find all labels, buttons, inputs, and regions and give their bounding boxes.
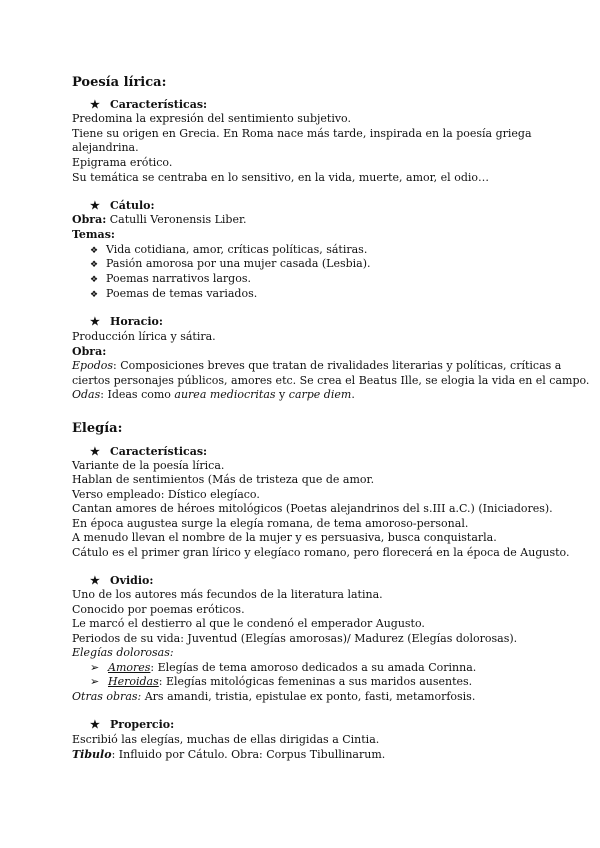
text-line: Predomina la expresión del sentimiento subjetivo.: [72, 112, 351, 125]
temas-label: Temas:: [72, 228, 115, 241]
odas-connector: y: [275, 388, 289, 401]
epodos-line: [72, 359, 561, 373]
diamond-bullet-icon: ❖: [90, 260, 99, 270]
tibulo-line: [72, 748, 385, 762]
aurea-mediocritas: aurea mediocritas: [174, 388, 276, 401]
list-item-text: : Elegías de tema amoroso dedicados a su amada Corinna.: [150, 661, 477, 674]
text-line: Producción lírica y sátira.: [72, 330, 216, 343]
list-item-text: Poemas de temas variados.: [106, 287, 258, 300]
list-item: [90, 287, 257, 302]
odas-end: .: [351, 388, 355, 401]
text-line: En época augustea surge la elegía romana, de tema amoroso-personal.: [72, 517, 469, 530]
text-line: Periodos de su vida: Juventud (Elegías amorosas)/ Madurez (Elegías dolorosas).: [72, 632, 518, 645]
section-title-poesia-lirica: Poesía lírica:: [72, 75, 167, 90]
text-line: alejandrina.: [72, 141, 139, 154]
heading-label: Propercio:: [110, 718, 175, 731]
text-line: Hablan de sentimientos (Más de tristeza que de amor.: [72, 473, 375, 486]
odas-line: [72, 388, 355, 402]
star-bullet-icon: ★: [90, 574, 100, 587]
heading-label: Horacio:: [110, 315, 163, 328]
obra-label: Obra:: [72, 213, 107, 226]
heading-label: Ovidio:: [110, 574, 154, 587]
list-item: [90, 243, 367, 258]
list-item-text: Vida cotidiana, amor, críticas políticas, sátiras.: [106, 243, 368, 256]
list-item-text: Poemas narrativos largos.: [106, 272, 251, 285]
heading-label: Cátulo:: [110, 199, 155, 212]
obra-text: Catulli Veronensis Liber.: [106, 213, 247, 226]
epodos-text: : Composiciones breves que tratan de rivalidades literarias y políticas, críticas a: [113, 359, 562, 372]
amores-label: Amores: [108, 661, 151, 674]
heroidas-label: Heroidas: [108, 675, 159, 688]
otras-obras-label: Otras obras:: [72, 690, 142, 703]
diamond-bullet-icon: ❖: [90, 290, 99, 300]
text-line: Verso empleado: Dístico elegíaco.: [72, 488, 260, 501]
obra-label: Obra:: [72, 345, 107, 358]
odas-text: : Ideas como: [100, 388, 175, 401]
text-line: Conocido por poemas eróticos.: [72, 603, 245, 616]
list-item: [90, 661, 476, 675]
section-title-elegia: Elegía:: [72, 421, 123, 436]
text-line: A menudo llevan el nombre de la mujer y es persuasiva, busca conquistarla.: [72, 531, 497, 544]
arrowhead-bullet-icon: ➢: [90, 661, 100, 674]
tibulo-text: : Influido por Cátulo. Obra: Corpus Tibullinarum.: [111, 748, 386, 761]
text-line: ciertos personajes públicos, amores etc. Se crea el Beatus Ille, se elogia la vida en el campo.: [72, 374, 590, 387]
star-bullet-icon: ★: [90, 445, 100, 458]
diamond-bullet-icon: ❖: [90, 246, 99, 256]
text-line: Uno de los autores más fecundos de la literatura latina.: [72, 588, 383, 601]
heading-caracteristicas-elegia: [90, 445, 207, 459]
heading-label: Características:: [110, 98, 208, 111]
heading-catulo: [90, 199, 155, 213]
text-line: Escribió las elegías, muchas de ellas dirigidas a Cintia.: [72, 733, 380, 746]
heading-label: Características:: [110, 445, 208, 458]
heading-ovidio: [90, 574, 153, 588]
elegias-dolorosas-label: Elegías dolorosas:: [72, 646, 174, 659]
catulo-obra-line: [72, 213, 247, 227]
text-line: Variante de la poesía lírica.: [72, 459, 225, 472]
list-item: [90, 257, 371, 272]
heading-horacio: [90, 315, 163, 329]
text-line: Cantan amores de héroes mitológicos (Poetas alejandrinos del s.III a.C.) (Iniciadores).: [72, 502, 553, 515]
text-line: Cátulo es el primer gran lírico y elegíaco romano, pero florecerá en la época de Augusto.: [72, 546, 570, 559]
carpe-diem: carpe diem: [288, 388, 352, 401]
list-item-text: : Elegías mitológicas femeninas a sus maridos ausentes.: [158, 675, 473, 688]
diamond-bullet-icon: ❖: [90, 275, 99, 285]
list-item: [90, 272, 251, 287]
text-line: Tiene su origen en Grecia. En Roma nace más tarde, inspirada en la poesía griega: [72, 127, 532, 140]
heading-caracteristicas-lirica: [90, 98, 207, 112]
text-line: Le marcó el destierro al que le condenó el emperador Augusto.: [72, 617, 425, 630]
otras-obras-text: Ars amandi, tristia, epistulae ex ponto, fasti, metamorfosis.: [141, 690, 476, 703]
list-item-text: Pasión amorosa por una mujer casada (Lesbia).: [106, 257, 371, 270]
star-bullet-icon: ★: [90, 718, 100, 731]
list-item: [90, 675, 472, 689]
tibulo-label: Tibulo: [72, 748, 112, 761]
epodos-label: Epodos: [72, 359, 114, 372]
text-line: Epigrama erótico.: [72, 156, 173, 169]
star-bullet-icon: ★: [90, 199, 100, 212]
star-bullet-icon: ★: [90, 98, 100, 111]
arrowhead-bullet-icon: ➢: [90, 675, 100, 688]
heading-propercio: [90, 718, 174, 732]
odas-label: Odas: [72, 388, 101, 401]
text-line: Su temática se centraba en lo sensitivo, en la vida, muerte, amor, el odio…: [72, 171, 490, 184]
otras-obras-line: [72, 690, 475, 704]
star-bullet-icon: ★: [90, 315, 100, 328]
